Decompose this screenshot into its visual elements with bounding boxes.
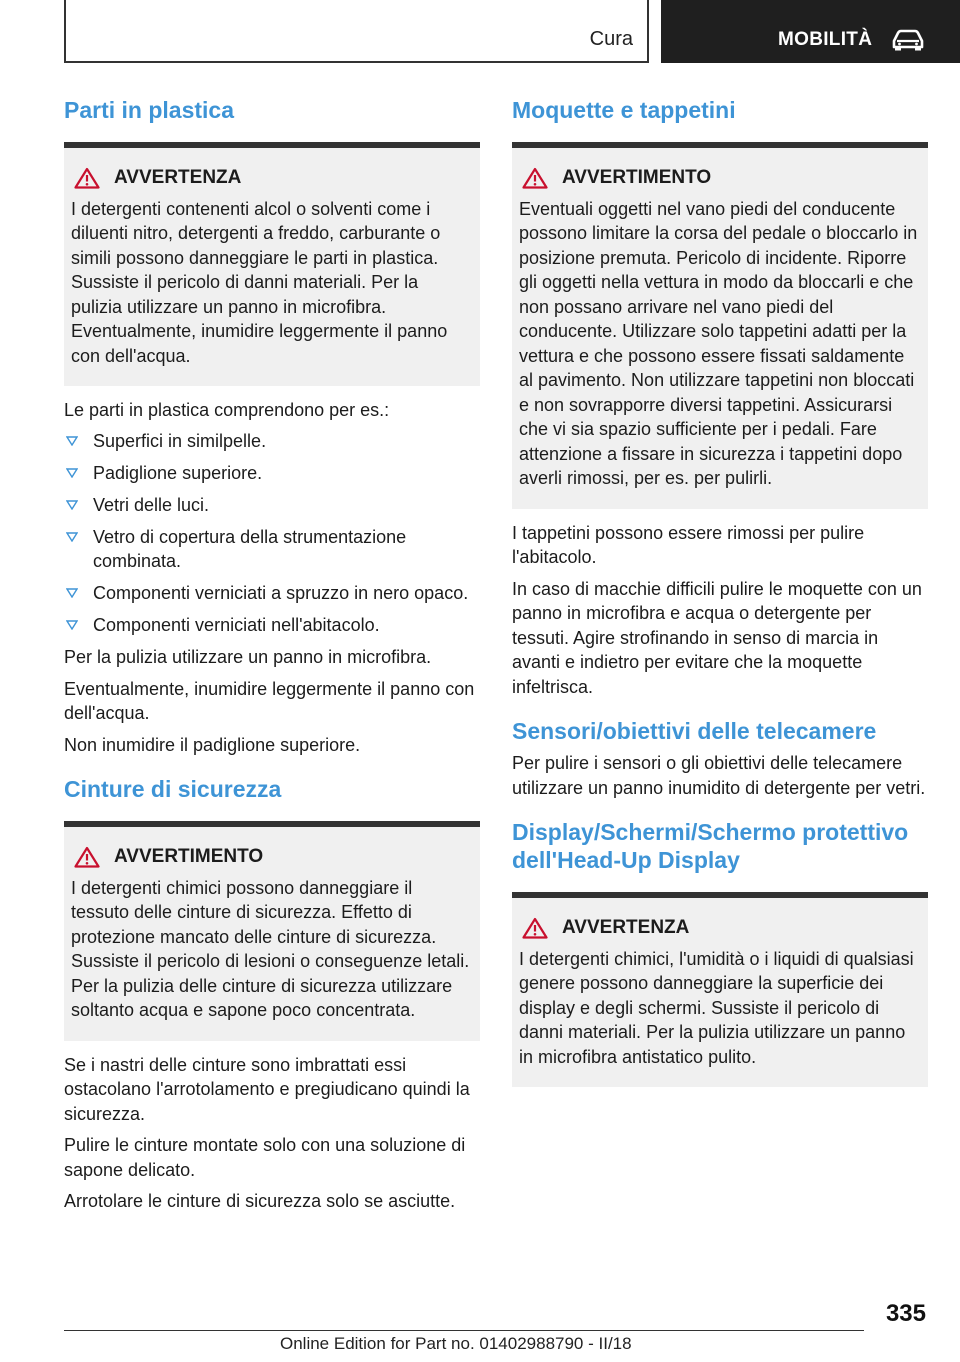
page-header [0,0,960,66]
triangle-bullet-icon [66,436,78,446]
warning-box-plastic [64,148,480,386]
plastic-intro: Le parti in plastica comprendono per es.: [64,400,390,420]
heading-display: Display/Schermi/Schermo protettivo dell'Head-Up Display [512,819,909,873]
warning-text: I detergenti chimici, l'umidità o i liquidi di qualsiasi genere possono danneggiare la superficie dei display e degli schermi. Sussiste il pericolo di danni materiali. Per la pulizia utilizzare un panno in microfibra antistatico pulito. [519,948,914,1067]
warning-text: Eventuali oggetti nel vano piedi del conducente possono limitare la corsa del pedale o bloccarlo in posizione premuta. Pericolo di incidente. Riporre gli oggetti nella vettura in modo da bloccarli e che non possano arrivare nel vano piedi del conducente. Utilizzare solo tappetini adatti per la vettura e che possono essere fissati saldamente al pavimento. Non utilizzare tappetini non bloccati e non sovrapporre diversi tappetini. Assicurarsi che vi sia spazio sufficiente per i pedali. Fare attenzione a fissare in sicurezza i tappetini dopo averli rimossi, per es. per pulirli. [519,198,918,488]
triangle-bullet-icon [66,468,78,478]
list-item: Padiglione superiore. [64,461,480,486]
chapter-title: MOBILITÀ [778,29,873,50]
heading-camera-sensors: Sensori/obiettivi delle telecamere [512,718,877,744]
car-icon [891,29,925,51]
header-section-box [64,0,649,63]
warning-text: I detergenti chimici possono danneggiare il tessuto delle cinture di sicurezza. Effetto di protezione mancato delle cinture di sicurezza. Sussiste il pericolo di lesioni o conseguenze letali. Per la pulizia delle cinture di sicurezza utilizzare soltanto acqua e sapone poco concentrata. [71,877,470,1020]
warning-box-display [512,898,928,1087]
footer-divider [64,1330,864,1331]
list-item: Superfici in similpelle. [64,429,480,454]
warning-triangle-icon [74,846,100,868]
triangle-bullet-icon [66,532,78,542]
footer-edition: Online Edition for Part no. 01402988790 - II/18 [280,1334,632,1353]
right-column [512,96,928,1087]
list-item: Vetro di copertura della strumentazione combinata. [64,525,480,574]
header-chapter-box [661,0,960,63]
paragraph: Arrotolare le cinture di sicurezza solo se asciutte. [64,1191,456,1211]
list-item: Componenti verniciati a spruzzo in nero opaco. [64,581,480,606]
heading-seat-belts: Cinture di sicurezza [64,776,282,802]
warning-triangle-icon [522,167,548,189]
page-number: 335 [885,1300,926,1327]
warning-box-carpets [512,148,928,509]
list-item: Componenti verniciati nell'abitacolo. [64,613,480,638]
warning-title: AVVERTENZA [71,166,472,191]
paragraph: Non inumidire il padiglione superiore. [64,734,361,755]
triangle-bullet-icon [66,500,78,510]
list-item: Vetri delle luci. [64,493,480,518]
warning-title: AVVERTIMENTO [71,845,472,870]
warning-text: I detergenti contenenti alcol o solventi come i diluenti nitro, detergenti a freddo, carburante o simili possono danneggiare le parti in plastica. Sussiste il pericolo di danni materiali. Per la pulizia utilizzare un panno in microfibra. Eventualmente, inumidire leggermente il panno con dell'acqua. [71,198,448,366]
paragraph: Pulire le cinture montate solo con una soluzione di sapone delicato. [64,1135,466,1180]
left-column [64,96,480,1214]
paragraph: Se i nastri delle cinture sono imbrattati essi ostacolano l'arrotolamento e pregiudicano quindi la sicurezza. [64,1054,470,1124]
warning-triangle-icon [522,917,548,939]
triangle-bullet-icon [66,620,78,630]
section-title: Cura [589,28,633,50]
heading-carpets: Moquette e tappetini [512,97,736,123]
warning-title: AVVERTIMENTO [519,166,920,191]
warning-box-belts [64,827,480,1041]
triangle-bullet-icon [66,588,78,598]
plastic-parts-list [64,429,480,638]
paragraph: Per pulire i sensori o gli obiettivi delle telecamere utilizzare un panno inumidito di detergente per vetri. [512,753,926,798]
paragraph: In caso di macchie difficili pulire le moquette con un panno in microfibra e acqua o detergente per tessuti. Agire strofinando in senso di marcia in avanti e indietro per evitare che la moquette infeltrisca. [512,578,922,697]
warning-title: AVVERTENZA [519,916,920,941]
heading-plastic-parts: Parti in plastica [64,97,235,123]
paragraph: I tappetini possono essere rimossi per pulire l'abitacolo. [512,522,865,567]
paragraph: Per la pulizia utilizzare un panno in microfibra. [64,647,432,667]
warning-triangle-icon [74,167,100,189]
paragraph: Eventualmente, inumidire leggermente il panno con dell'acqua. [64,678,475,723]
